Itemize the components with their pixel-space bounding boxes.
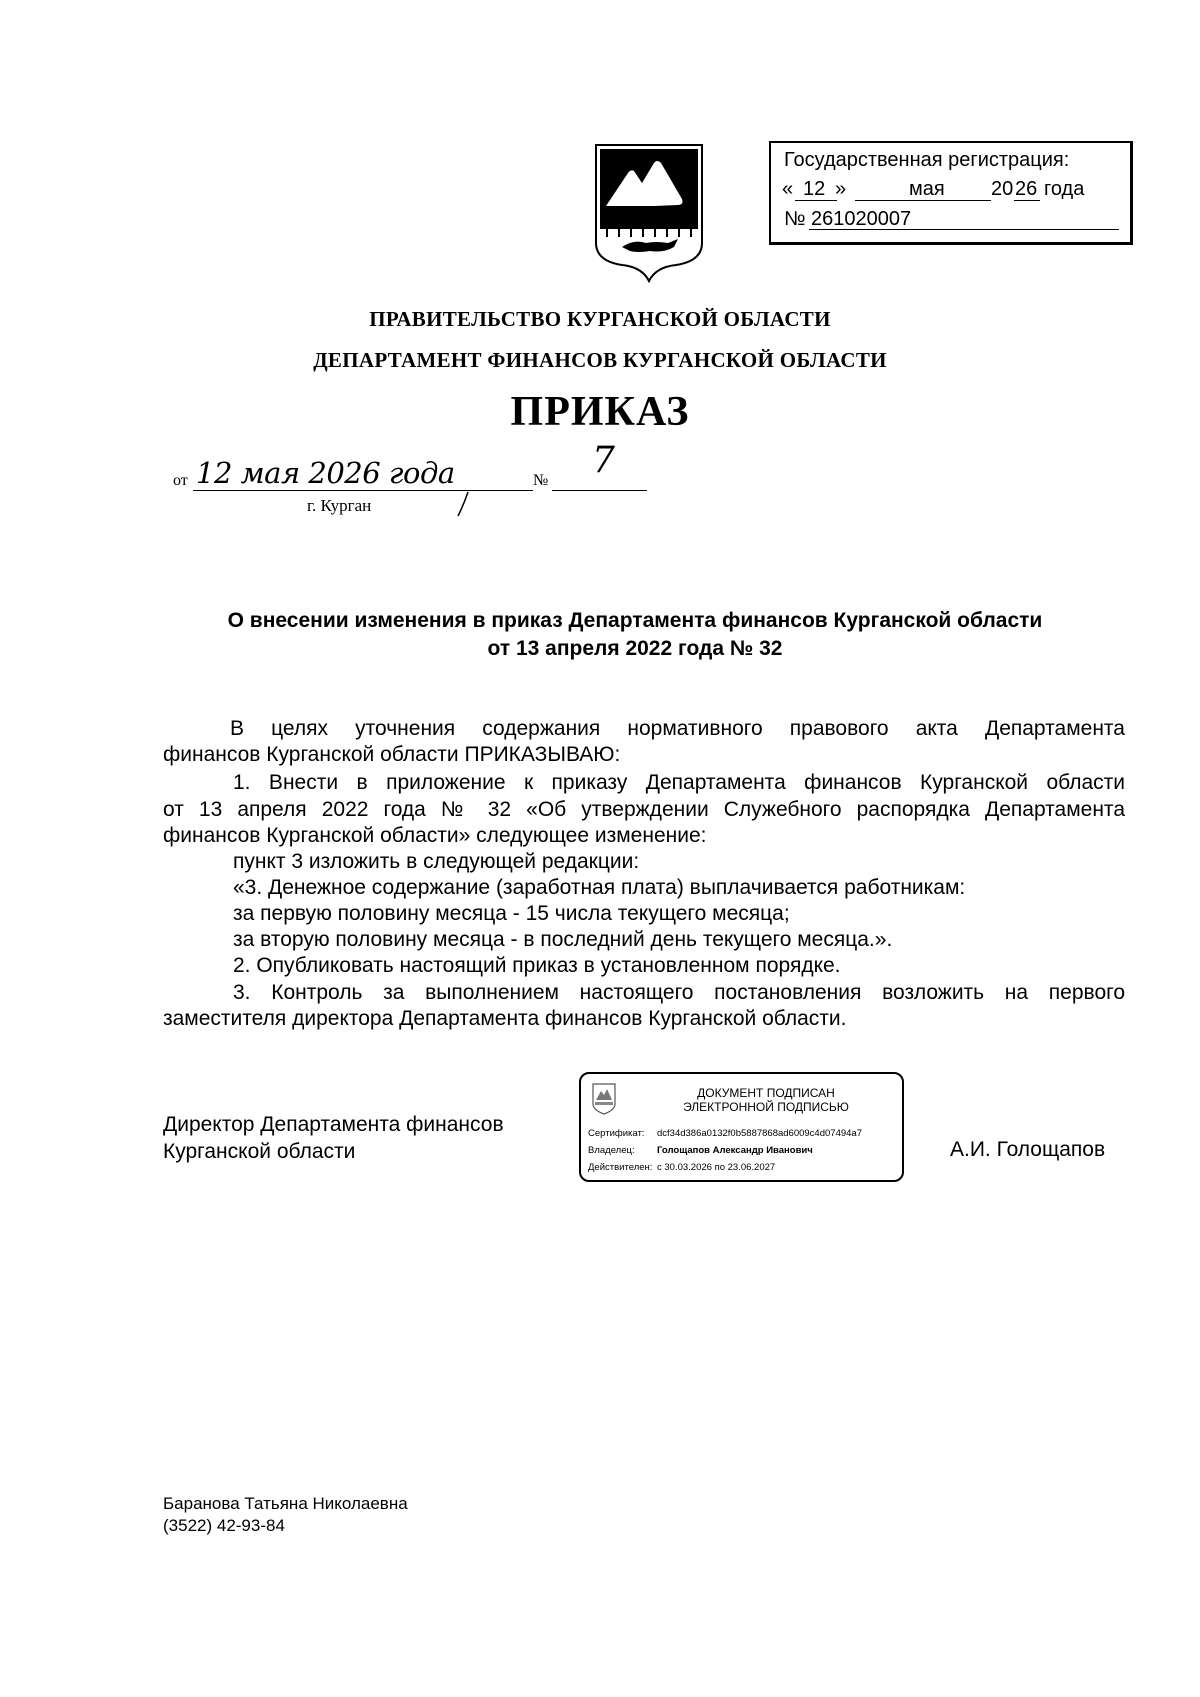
- government-title: ПРАВИТЕЛЬСТВО КУРГАНСКОЙ ОБЛАСТИ: [369, 307, 831, 331]
- order-number-label: №: [533, 472, 549, 489]
- registration-year-underline: [1014, 200, 1040, 201]
- body-paragraph-preamble-line2: финансов Курганской области ПРИКАЗЫВАЮ:: [163, 743, 621, 766]
- stamp-title: [651, 1086, 881, 1114]
- body-item1-line2: от 13 апреля 2022 года № 32 «Об утверждении Служебного распорядка Департамента: [163, 798, 1125, 821]
- coat-of-arms-emblem: [594, 143, 704, 285]
- order-city: г. Курган: [307, 496, 372, 515]
- executor-phone: (3522) 42-93-84: [163, 1516, 285, 1535]
- order-date-underline: [193, 490, 533, 491]
- executor-name: Баранова Татьяна Николаевна: [163, 1494, 408, 1513]
- body-paragraph-preamble-line1: В целях уточнения содержания нормативного правового акта Департамента: [230, 717, 1125, 740]
- order-from-label: от: [173, 472, 188, 489]
- order-number-underline: [552, 490, 647, 491]
- registration-year-prefix: 20: [991, 178, 1014, 200]
- order-subject-line2: от 13 апреля 2022 года № 32: [487, 637, 783, 660]
- signature-name: А.И. Голощапов: [950, 1138, 1106, 1161]
- order-title: ПРИКАЗ: [510, 389, 690, 435]
- electronic-signature-stamp: [579, 1072, 904, 1182]
- signature-position-line2: Курганской области: [163, 1140, 356, 1163]
- registration-month-underline: [855, 200, 991, 201]
- order-subject: [150, 607, 1120, 663]
- body-item1-line3: финансов Курганской области» следующее изменение:: [163, 824, 707, 847]
- stamp-owner-label: Владелец:: [588, 1145, 635, 1156]
- signature-position-line1: Директор Департамента финансов: [163, 1113, 504, 1136]
- stamp-title-line1: ДОКУМЕНТ ПОДПИСАН: [697, 1086, 835, 1100]
- body-item1-line1: 1. Внести в приложение к приказу Департамента финансов Курганской области: [233, 771, 1125, 794]
- body-item3-line1: 3. Контроль за выполнением настоящего постановления возложить на первого: [233, 981, 1125, 1004]
- registration-year-suffix: 26: [1015, 178, 1038, 200]
- stamp-cert-value: dcf34d386a0132f0b5887868ad6009c4d07494a7: [657, 1128, 862, 1139]
- registration-month: мая: [909, 178, 945, 200]
- registration-title: Государственная регистрация:: [784, 149, 1070, 171]
- stamp-emblem-icon: [591, 1082, 617, 1116]
- body-quote-line1: «3. Денежное содержание (заработная плата) выплачивается работникам:: [233, 876, 966, 899]
- order-date-handwritten: 12 мая 2026 года: [196, 456, 455, 490]
- stamp-valid-label: Действителен:: [588, 1162, 653, 1173]
- stamp-valid-value: с 30.03.2026 по 23.06.2027: [657, 1162, 776, 1173]
- registration-day: 12: [803, 178, 826, 200]
- stamp-title-line2: ЭЛЕКТРОННОЙ ПОДПИСЬЮ: [683, 1100, 849, 1114]
- body-item2: 2. Опубликовать настоящий приказ в установленном порядке.: [233, 954, 841, 977]
- registration-number: 261020007: [811, 208, 912, 230]
- registration-number-label: №: [784, 208, 806, 230]
- registration-number-underline: [809, 229, 1119, 230]
- registration-day-underline: [795, 200, 837, 201]
- registration-box: [769, 141, 1133, 245]
- body-item3-line2: заместителя директора Департамента финансов Курганской области.: [163, 1007, 847, 1030]
- stamp-cert-label: Сертификат:: [588, 1128, 645, 1139]
- registration-day-close: »: [835, 178, 847, 200]
- signature-position: [163, 1111, 504, 1165]
- body-item1-line4: пункт 3 изложить в следующей редакции:: [233, 850, 640, 873]
- registration-day-open: «: [782, 178, 794, 200]
- order-number-handwritten: 7: [592, 440, 615, 481]
- body-quote-line3: за вторую половину месяца - в последний день текущего месяца.».: [233, 928, 893, 951]
- order-subject-line1: О внесении изменения в приказ Департамента финансов Курганской области: [227, 609, 1043, 632]
- handwritten-stroke: [452, 490, 476, 520]
- body-quote-line2: за первую половину месяца - 15 числа текущего месяца;: [233, 902, 790, 925]
- stamp-owner-value: Голощапов Александр Иванович: [657, 1145, 813, 1156]
- department-title: ДЕПАРТАМЕНТ ФИНАНСОВ КУРГАНСКОЙ ОБЛАСТИ: [313, 348, 887, 372]
- registration-year-word: года: [1044, 178, 1085, 200]
